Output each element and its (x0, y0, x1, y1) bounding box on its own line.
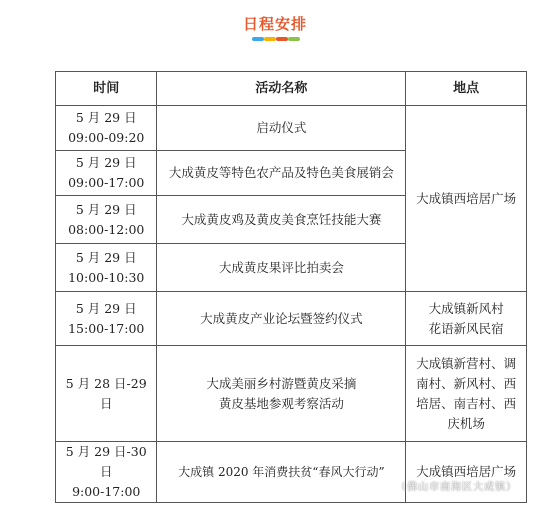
date-text: 5 月 28 日-29 日 (65, 375, 147, 411)
time-text: 9:00-17:00 (72, 484, 141, 499)
table-header-row (56, 72, 527, 106)
time-cell (56, 442, 157, 503)
table-row (56, 106, 527, 151)
location-line: 花语新风民宿 (428, 320, 504, 336)
header-activity: 活动名称 (157, 72, 406, 106)
activity-cell: 大成黄皮鸡及黄皮美食烹饪技能大赛 (157, 196, 406, 244)
date-text: 5 月 29 日 (75, 201, 137, 217)
location-cell (406, 292, 527, 346)
location-cell (406, 346, 527, 442)
page-title: 日程安排 (242, 15, 307, 33)
title-accent-bar-1 (252, 37, 264, 41)
date-text: 5 月 29 日 (75, 110, 137, 125)
table-row (56, 346, 527, 442)
time-cell (56, 151, 157, 196)
location-cell: 大成镇西培居广场 (406, 442, 527, 503)
time-text: 08:00-12:00 (68, 221, 145, 237)
activity-cell: 大成黄皮果评比拍卖会 (157, 244, 406, 292)
activity-cell: 大成镇 2020 年消费扶贫“春风大行动” (157, 442, 406, 503)
location-line: 大成镇新营村、调 (416, 355, 517, 371)
location-line: 南村、新风村、西 (416, 375, 517, 391)
activity-cell (157, 346, 406, 442)
date-text: 5 月 29 日 (75, 300, 137, 316)
header-time: 时间 (56, 72, 157, 106)
title-accent-bar-4 (288, 37, 300, 41)
activity-line: 黄皮基地参观考察活动 (218, 395, 344, 411)
location-line: 大成镇新风村 (428, 300, 504, 316)
activity-cell: 大成黄皮等特色农产品及特色美食展销会 (157, 151, 406, 196)
watermark: （佛山市南海区大成镇） (396, 482, 517, 493)
activity-cell: 启动仪式 (157, 106, 406, 151)
location-cell: 大成镇西培居广场 (406, 106, 527, 292)
time-text: 15:00-17:00 (68, 320, 145, 336)
schedule-table (55, 71, 527, 503)
header-location: 地点 (406, 72, 527, 106)
activity-cell: 大成黄皮产业论坛暨签约仪式 (157, 292, 406, 346)
time-cell (56, 346, 157, 442)
title-accent-bar-3 (276, 37, 288, 41)
location-line: 庆机场 (447, 415, 485, 431)
title-accent-bar-2 (264, 37, 276, 41)
location-line: 培居、南吉村、西 (416, 395, 517, 411)
time-text: 09:00-09:20 (68, 130, 145, 145)
date-text: 5 月 29 日 (75, 249, 137, 265)
time-cell (56, 292, 157, 346)
time-cell (56, 244, 157, 292)
date-text: 5 月 29 日 (75, 155, 137, 170)
time-text: 09:00-17:00 (68, 175, 145, 190)
table-row (56, 292, 527, 346)
activity-line: 大成美丽乡村游暨黄皮采摘 (206, 375, 357, 391)
time-text: 10:00-10:30 (68, 269, 145, 285)
time-cell (56, 106, 157, 151)
time-cell (56, 196, 157, 244)
date-text: 5 月 29 日-30 日 (65, 444, 147, 479)
